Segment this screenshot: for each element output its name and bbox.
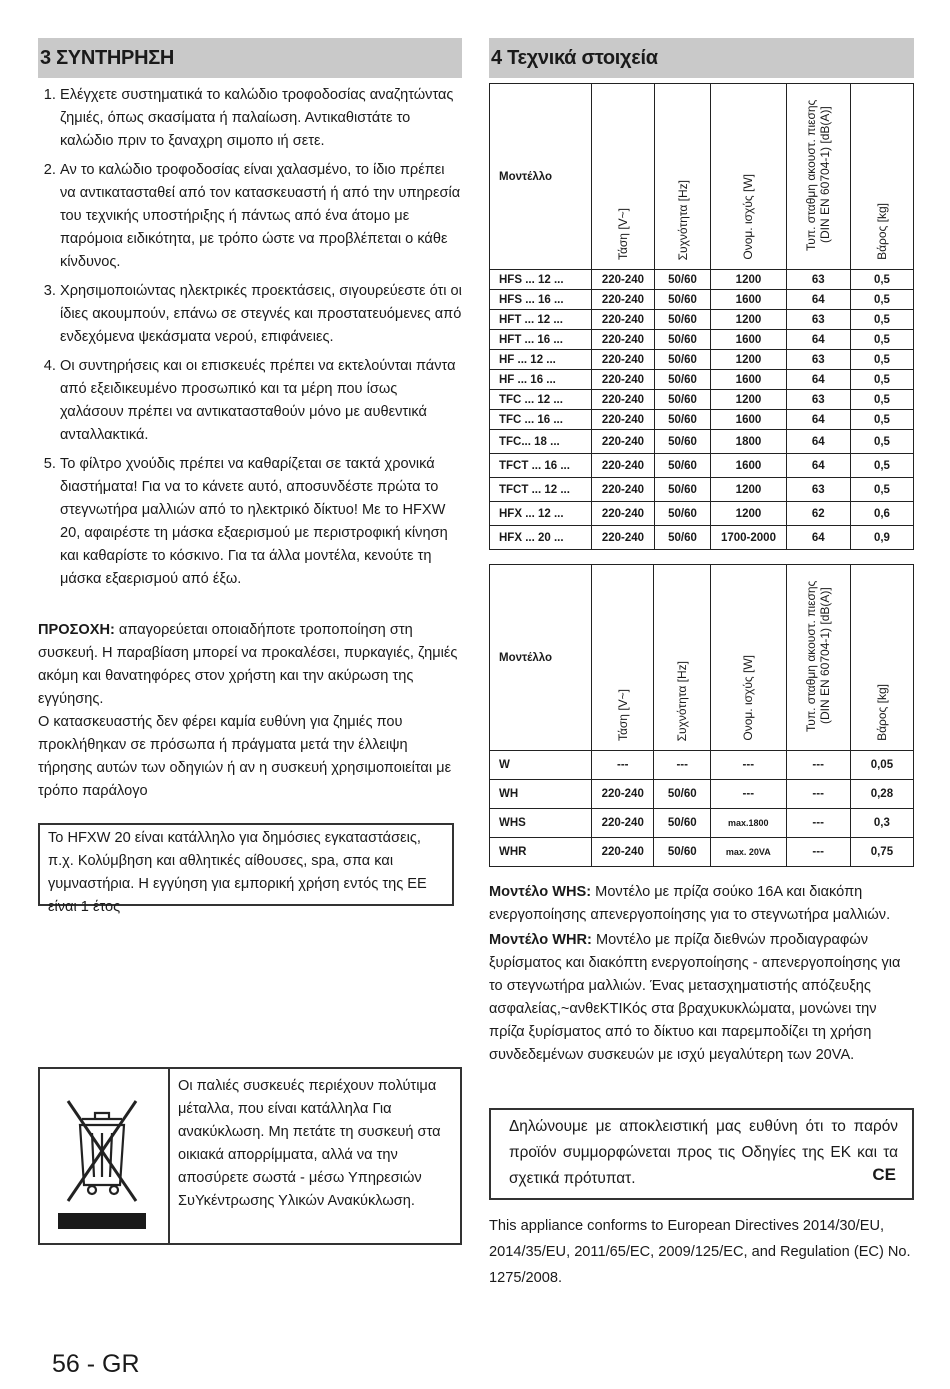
value-cell: max. 20VA (711, 838, 786, 867)
value-cell: 0,5 (850, 270, 913, 290)
value-cell: 63 (786, 350, 850, 370)
col-voltage: Τάση [V~] (592, 565, 654, 751)
maintenance-list (38, 84, 462, 591)
value-cell: 63 (786, 270, 850, 290)
col-noise: Τυπ. σταθμη ακουστ. πιεσης (DIN EN 60704-1) [dB(A)] (786, 565, 850, 751)
col-power: Ονομ. ισχύς [W] (711, 565, 786, 751)
value-cell: 0,28 (850, 780, 913, 809)
value-cell: 64 (786, 330, 850, 350)
value-cell: 50/60 (654, 809, 711, 838)
maintenance-heading: 3 ΣΥΝΤΗΡΗΣΗ (38, 38, 462, 78)
value-cell: 62 (786, 502, 850, 526)
page-number: 56 - GR (52, 1350, 140, 1378)
value-cell: 0,3 (850, 809, 913, 838)
tech-section (489, 38, 914, 1067)
value-cell: 64 (786, 290, 850, 310)
model-cell: TFCT ... 12 ... (490, 478, 592, 502)
col-frequency: Συχνότητα [Hz] (654, 84, 711, 270)
col-model: Μοντέλλο (490, 565, 592, 751)
value-cell: 50/60 (654, 526, 711, 550)
value-cell: 50/60 (654, 454, 711, 478)
value-cell: 50/60 (654, 310, 711, 330)
value-cell: 50/60 (654, 370, 711, 390)
model-cell: TFC ... 16 ... (490, 410, 592, 430)
model-cell: HFT ... 16 ... (490, 330, 592, 350)
value-cell: 220-240 (592, 478, 654, 502)
value-cell: 220-240 (592, 838, 654, 867)
col-model: Μοντέλλο (490, 84, 592, 270)
value-cell: 64 (786, 370, 850, 390)
value-cell: 220-240 (592, 430, 654, 454)
value-cell: 50/60 (654, 430, 711, 454)
value-cell: 64 (786, 526, 850, 550)
warning-label: ΠΡΟΣΟΧΗ: (38, 622, 115, 638)
table-row (490, 780, 914, 809)
value-cell: 1200 (711, 390, 786, 410)
declaration-text: Δηλώνουμε με αποκλειστική μας ευθύνη ότι το παρόν προϊόν συμμορφώνεται προς τις Οδηγίες της ΕΚ και τα σχετικά πρότυπατ. (509, 1118, 898, 1187)
warning-text: απαγορεύεται οποιαδήποτε τροποποίηση στη συσκευή. Η παραβίαση μπορεί να προκαλέσει, πυρκαγιές, ζημιές ακόμη και θανατηφόρες στον χρήστη και την ακύρωση της εγγύησης. (38, 622, 458, 707)
table-row (490, 454, 914, 478)
whs-note: Μοντέλο WHS: Μοντέλο με πρίζα σούκο 16A και διακόπη ενεργοποίησης απενεργοποίησης για το στεγνωτήρα μαλλιών. (489, 884, 891, 923)
col-frequency: Συχνότητα [Hz] (654, 565, 711, 751)
value-cell: 220-240 (592, 454, 654, 478)
spec-table-2 (489, 564, 914, 867)
table-row (490, 502, 914, 526)
value-cell: 0,5 (850, 410, 913, 430)
value-cell: 220-240 (592, 410, 654, 430)
value-cell: 0,5 (850, 430, 913, 454)
table-row (490, 526, 914, 550)
list-item: 1. Ελέγχετε συστηματικά το καλώδιο τροφοδοσίας αναζητώντας ζημιές, όπως σκασίματα ή παλαίωση. Αντικαθιστάτε το καλώδιο πριν το ξαναχρη σιμοπο ιή σετε. (60, 84, 462, 153)
weee-box (38, 1067, 462, 1245)
value-cell: 0,5 (850, 310, 913, 330)
model-cell: HF ... 12 ... (490, 350, 592, 370)
list-item: 5. Το φίλτρο χνούδις πρέπει να καθαρίζεται σε τακτά χρονικά διαστήματα! Για να το κάνετε αυτό, αποσυνδέστε πρώτα το στεγνωτήρα μαλλιών από το ηλεκτρικό δίκτυο! Με το HFXW 20, αφαιρέστε τη μάσκα εξαερισμού με περιστροφική κίνηση και καθαρίστε το κόσκινο. Για τα άλλα μοντέλα, κενούτε τη μάσκα εξαερισμού από έξω. (60, 453, 462, 591)
value-cell: 64 (786, 410, 850, 430)
value-cell: 50/60 (654, 478, 711, 502)
col-power: Ονομ. ισχύς [W] (711, 84, 786, 270)
value-cell: max.1800 (711, 809, 786, 838)
model-cell: W (490, 751, 592, 780)
value-cell: 0,5 (850, 290, 913, 310)
hfxw-note-box: Το HFXW 20 είναι κατάλληλο για δημόσιες εγκαταστάσεις, π.χ. Κολύμβηση και αθλητικές αίθουσες, spa, σπα και γυμναστήρια. Η εγγύηση για εμπορική χρήση εντός της ΕΕ είναι 1 έτος (38, 823, 454, 906)
value-cell: 220-240 (592, 780, 654, 809)
col-noise: Τυπ. σταθμη ακουστ. πιεσης (DIN EN 60704-1) [dB(A)] (786, 84, 850, 270)
value-cell: 50/60 (654, 290, 711, 310)
model-cell: TFCT ... 16 ... (490, 454, 592, 478)
tech-heading: 4 Τεχνικά στοιχεία (489, 38, 914, 78)
model-cell: WHS (490, 809, 592, 838)
value-cell: 50/60 (654, 838, 711, 867)
value-cell: 63 (786, 310, 850, 330)
value-cell: 1600 (711, 330, 786, 350)
value-cell: 220-240 (592, 290, 654, 310)
value-cell: 50/60 (654, 780, 711, 809)
model-cell: HFS ... 16 ... (490, 290, 592, 310)
value-cell: 0,6 (850, 502, 913, 526)
value-cell: 0,5 (850, 454, 913, 478)
table-row (490, 330, 914, 350)
value-cell: --- (711, 751, 786, 780)
model-notes (489, 881, 914, 1067)
value-cell: 63 (786, 390, 850, 410)
value-cell: 1200 (711, 270, 786, 290)
table-row (490, 838, 914, 867)
value-cell: 1200 (711, 350, 786, 370)
value-cell: --- (592, 751, 654, 780)
ce-mark: CE (872, 1165, 896, 1184)
spec-table-1 (489, 83, 914, 550)
table-row (490, 430, 914, 454)
liability-text: Ο κατασκευαστής δεν φέρει καμία ευθύνη για ζημιές που προκλήθηκαν σε πρόσωπα ή πράγματα μετά την έλλειψη τήρησης αυτών των οδηγιών ή αν η συσκευή χρησιμοποιείται με τρόπο παράλογο (38, 714, 452, 799)
value-cell: 220-240 (592, 270, 654, 290)
model-cell: TFC ... 12 ... (490, 390, 592, 410)
model-cell: WH (490, 780, 592, 809)
eu-conformity-text: This appliance conforms to European Directives 2014/30/EU, 2014/35/EU, 2011/65/EC, 2009/125/EC, and Regulation (EC) No. 1275/2008. (489, 1218, 911, 1286)
value-cell: 64 (786, 454, 850, 478)
model-cell: HFS ... 12 ... (490, 270, 592, 290)
declaration-box (489, 1108, 914, 1200)
value-cell: 220-240 (592, 526, 654, 550)
value-cell: 64 (786, 430, 850, 454)
value-cell: 220-240 (592, 310, 654, 330)
weee-crossed-bin-icon (40, 1069, 170, 1243)
value-cell: 1200 (711, 502, 786, 526)
weee-text: Οι παλιές συσκευές περιέχουν πολύτιμα μέταλλα, που είναι κατάλληλα Για ανακύκλωση. Μη πετάτε τη συσκευή στα οικιακά απορρίμματα, αλλά να την αποσύρετε σωστά - μέσω Υπηρεσιών ΣυΥκέντρωσης Υλικών Ανακύκλωση. (178, 1078, 441, 1209)
col-voltage: Τάση [V~] (592, 84, 654, 270)
value-cell: 0,5 (850, 390, 913, 410)
model-cell: HFX ... 12 ... (490, 502, 592, 526)
value-cell: 1600 (711, 370, 786, 390)
model-cell: HF ... 16 ... (490, 370, 592, 390)
value-cell: --- (711, 780, 786, 809)
model-cell: WHR (490, 838, 592, 867)
table-row (490, 751, 914, 780)
value-cell: 50/60 (654, 502, 711, 526)
whr-note: Μοντέλο WHR: Μοντέλο με πρίζα διεθνών προδιαγραφών ξυρίσματος και διακόπτη ενεργοποίησης - απενεργοποίησης για το στεγνωτήρα μαλλιών. Ένας μετασχηματιστής απόζευξης ασφαλείας,~ανθεΚΤΙΚός στα βραχυκυκλώματα, μονώνει την πρίζα ξυρίσματος από το δίκτυο και παρεμποδίζει τη χρήση συνδεδεμένων συσκευών με ισχύ μεγαλύτερη των 20VA. (489, 932, 901, 1063)
value-cell: 50/60 (654, 350, 711, 370)
value-cell: 0,5 (850, 350, 913, 370)
value-cell: 0,75 (850, 838, 913, 867)
value-cell: 220-240 (592, 330, 654, 350)
value-cell: 1600 (711, 410, 786, 430)
value-cell: --- (786, 838, 850, 867)
table-row (490, 370, 914, 390)
value-cell: 50/60 (654, 330, 711, 350)
table-row (490, 809, 914, 838)
value-cell: 63 (786, 478, 850, 502)
value-cell: --- (654, 751, 711, 780)
value-cell: 220-240 (592, 370, 654, 390)
value-cell: 50/60 (654, 390, 711, 410)
value-cell: 1200 (711, 478, 786, 502)
value-cell: 1600 (711, 454, 786, 478)
model-cell: HFX ... 20 ... (490, 526, 592, 550)
value-cell: 0,9 (850, 526, 913, 550)
value-cell: 0,05 (850, 751, 913, 780)
value-cell: 0,5 (850, 330, 913, 350)
value-cell: 1600 (711, 290, 786, 310)
table-row (490, 350, 914, 370)
value-cell: 220-240 (592, 502, 654, 526)
value-cell: 1800 (711, 430, 786, 454)
maintenance-section (38, 38, 462, 803)
col-weight: Βάρος [kg] (850, 565, 913, 751)
value-cell: 1700-2000 (711, 526, 786, 550)
table-row (490, 410, 914, 430)
value-cell: 220-240 (592, 809, 654, 838)
value-cell: 220-240 (592, 390, 654, 410)
table-row (490, 478, 914, 502)
value-cell: 0,5 (850, 370, 913, 390)
value-cell: 0,5 (850, 478, 913, 502)
table-row (490, 390, 914, 410)
value-cell: 220-240 (592, 350, 654, 370)
table-row (490, 270, 914, 290)
list-item: 2. Αν το καλώδιο τροφοδοσίας είναι χαλασμένο, το ίδιο πρέπει να αντικατασταθεί από τον κατασκευαστή ή από την υπηρεσία του τεχνικής υποστήριξης ή πάντως από ένα άτομο με παρόμοια ειδικότητα, με τρόπο ώστε να προβλέπεται ο κάθε κίνδυνος. (60, 159, 462, 274)
value-cell: 1200 (711, 310, 786, 330)
model-cell: TFC... 18 ... (490, 430, 592, 454)
warning-paragraph (38, 619, 462, 803)
value-cell: --- (786, 780, 850, 809)
list-item: 3. Χρησιμοποιώντας ηλεκτρικές προεκτάσεις, σιγουρεύεστε ότι οι ίδιες ακουμπούν, επάνω σε στεγνές και προστατευόμενες από ενδεχόμενα ψεκάσματα νερού, επιφάνειες. (60, 280, 462, 349)
value-cell: 50/60 (654, 270, 711, 290)
table-row (490, 310, 914, 330)
table-row (490, 290, 914, 310)
col-weight: Βάρος [kg] (850, 84, 913, 270)
value-cell: --- (786, 809, 850, 838)
value-cell: 50/60 (654, 410, 711, 430)
value-cell: --- (786, 751, 850, 780)
model-cell: HFT ... 12 ... (490, 310, 592, 330)
list-item: 4. Οι συντηρήσεις και οι επισκευές πρέπει να εκτελούνται πάντα από εξειδικευμένο προσωπικό και τα μέρη που ίσως χαλάσουν πρέπει να αντικατασταθούν μόνο με αυθεντικά ανταλλακτικά. (60, 355, 462, 447)
